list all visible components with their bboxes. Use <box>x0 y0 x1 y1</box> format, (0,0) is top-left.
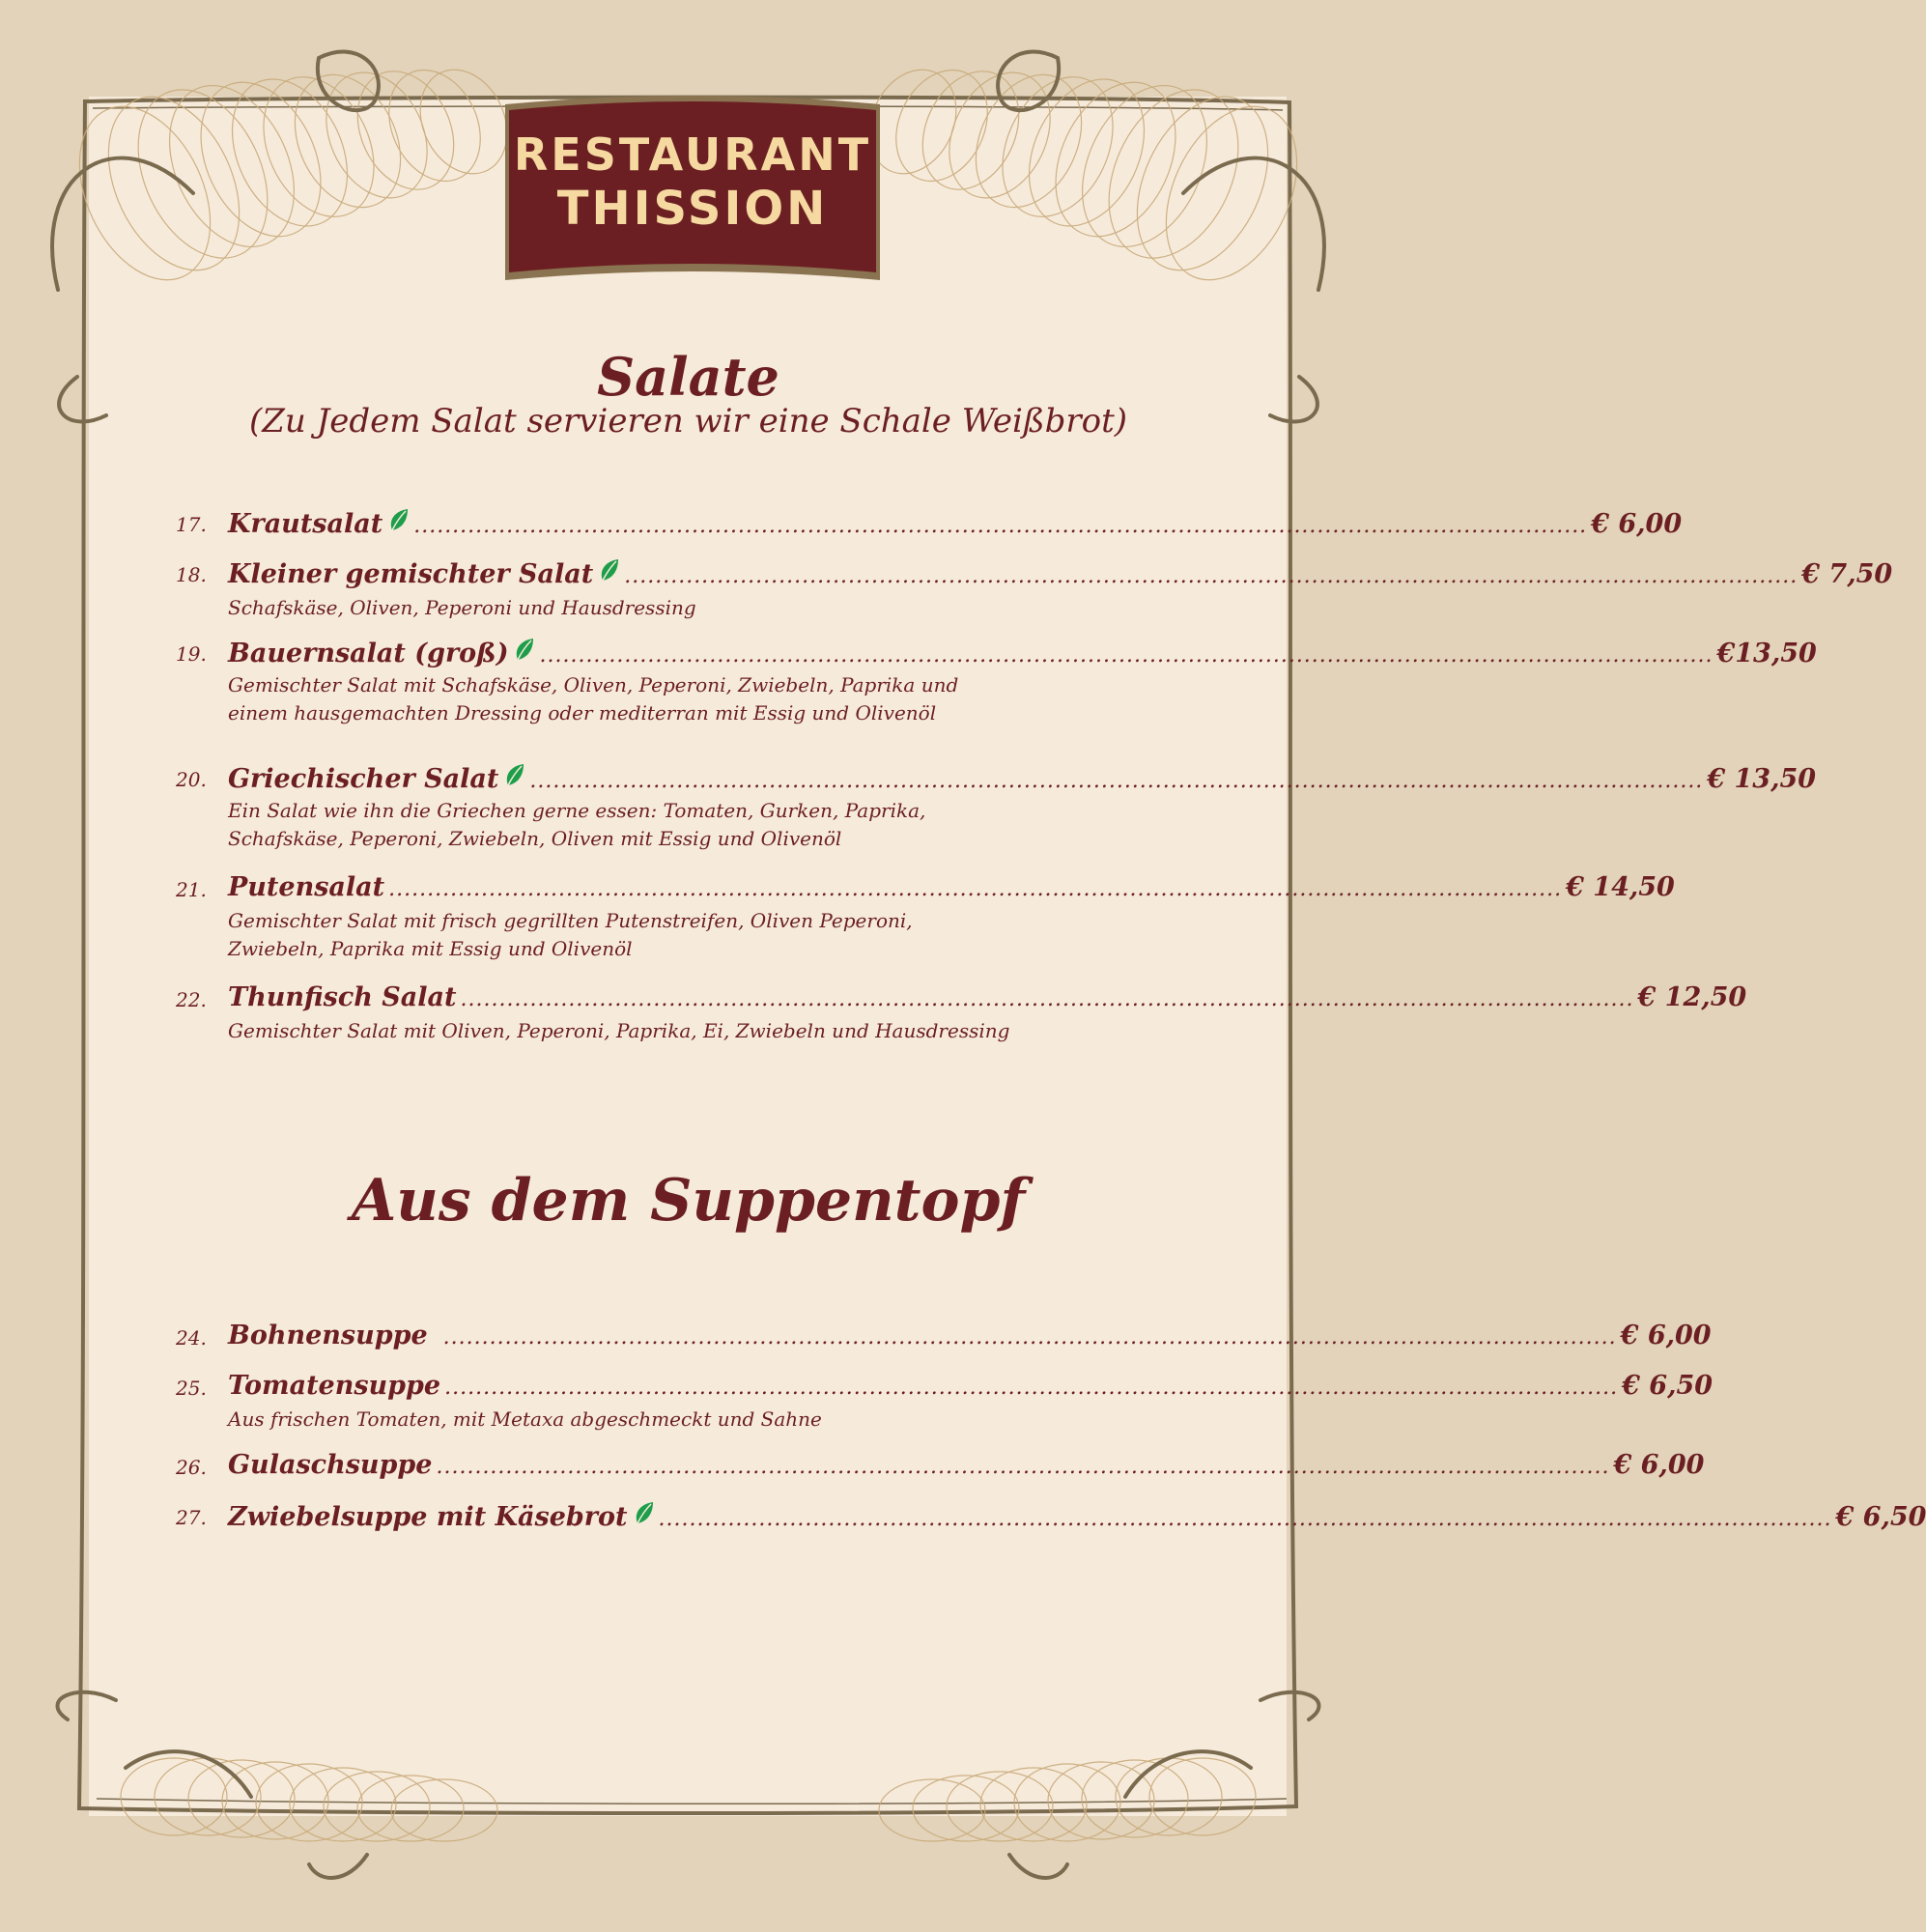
vegetarian-leaf-icon <box>599 557 620 582</box>
item-row <box>228 982 1747 1012</box>
item-number: 19. <box>176 642 207 666</box>
dot-leader: ........................................................................................................................................................ <box>658 1507 1832 1531</box>
dot-leader: ........................................................................................................................................................ <box>413 514 1588 538</box>
vegetarian-leaf-icon <box>504 762 525 787</box>
item-description-line: Gemischter Salat mit Oliven, Peperoni, Paprika, Ei, Zwiebeln und Hausdressing <box>228 1019 1010 1042</box>
item-name: Putensalat <box>228 872 385 902</box>
item-price: € 13,50 <box>1707 764 1817 794</box>
item-description <box>228 671 1097 727</box>
item-price: €13,50 <box>1716 639 1817 668</box>
item-description-line: Zwiebeln, Paprika mit Essig und Olivenöl <box>228 937 633 960</box>
item-row <box>228 1371 1714 1401</box>
item-number: 25. <box>176 1377 207 1400</box>
item-name: Krautsalat <box>228 509 383 539</box>
item-description <box>228 1017 1097 1045</box>
dot-leader: ........................................................................................................................................................ <box>529 769 1704 793</box>
item-name: Bohnensuppe <box>228 1321 428 1350</box>
item-price: € 7,50 <box>1801 559 1893 589</box>
item-price: € 6,50 <box>1835 1502 1926 1532</box>
item-description-line: Ein Salat wie ihn die Griechen gerne essen: Tomaten, Gurken, Paprika, <box>228 799 926 822</box>
item-row <box>228 1500 1926 1532</box>
item-number: 22. <box>176 988 207 1011</box>
section-title-salads: Salate <box>597 346 779 408</box>
item-price: € 14,50 <box>1566 872 1675 902</box>
item-row <box>228 1450 1705 1480</box>
item-name: Gulaschsuppe <box>228 1450 433 1480</box>
section-title-soups: Aus dem Suppentopf <box>351 1167 1026 1235</box>
restaurant-name <box>505 128 880 236</box>
item-description <box>228 594 1097 622</box>
item-name: Griechischer Salat <box>228 764 499 794</box>
item-description <box>228 1406 1097 1434</box>
item-price: € 6,50 <box>1622 1371 1714 1401</box>
restaurant-name-line2: THISSION <box>556 182 829 236</box>
item-number: 18. <box>176 563 207 586</box>
item-number: 20. <box>176 768 207 791</box>
dot-leader: ........................................................................................................................................................ <box>388 877 1563 901</box>
item-price: € 12,50 <box>1637 982 1747 1012</box>
dot-leader: ........................................................................................................................................................ <box>539 643 1714 668</box>
item-description-line: Schafskäse, Oliven, Peperoni und Hausdressing <box>228 596 696 619</box>
vegetarian-leaf-icon <box>634 1500 655 1525</box>
section-subtitle-salads: (Zu Jedem Salat servieren wir eine Schale Weißbrot) <box>248 402 1128 440</box>
item-price: € 6,00 <box>1591 509 1683 539</box>
item-row <box>228 872 1675 902</box>
item-row <box>228 507 1683 539</box>
dot-leader: ........................................................................................................................................................ <box>460 987 1634 1011</box>
item-row <box>228 1321 1712 1350</box>
item-description-line: Gemischter Salat mit Schafskäse, Oliven, Peperoni, Zwiebeln, Paprika und <box>228 673 959 696</box>
item-description <box>228 907 1097 963</box>
item-name: Bauernsalat (groß) <box>228 639 509 668</box>
item-description-line: Gemischter Salat mit frisch gegrillten Putenstreifen, Oliven Peperoni, <box>228 909 913 932</box>
item-description-line: Aus frischen Tomaten, mit Metaxa abgeschmeckt und Sahne <box>228 1407 822 1431</box>
item-row <box>228 637 1817 668</box>
vegetarian-leaf-icon <box>388 507 410 532</box>
dot-leader: ........................................................................................................................................................ <box>444 1376 1619 1400</box>
item-number: 21. <box>176 878 207 901</box>
item-description-line: einem hausgemachten Dressing oder mediterran mit Essig und Olivenöl <box>228 701 937 724</box>
item-description <box>228 797 1097 853</box>
item-name: Kleiner gemischter Salat <box>228 559 594 589</box>
item-row <box>228 762 1817 794</box>
item-number: 17. <box>176 513 207 536</box>
item-row <box>228 557 1893 589</box>
item-number: 24. <box>176 1326 207 1350</box>
dot-leader: ........................................................................................................................................................ <box>436 1455 1610 1479</box>
item-description-line: Schafskäse, Peperoni, Zwiebeln, Oliven mit Essig und Olivenöl <box>228 827 842 850</box>
dot-leader: ........................................................................................................................................................ <box>624 564 1799 588</box>
item-name: Thunfisch Salat <box>228 982 457 1012</box>
item-number: 27. <box>176 1506 207 1529</box>
vegetarian-leaf-icon <box>514 637 535 662</box>
item-number: 26. <box>176 1456 207 1479</box>
item-name: Zwiebelsuppe mit Käsebrot <box>228 1502 628 1532</box>
item-price: € 6,00 <box>1613 1450 1705 1480</box>
item-price: € 6,00 <box>1620 1321 1712 1350</box>
item-name: Tomatensuppe <box>228 1371 441 1401</box>
restaurant-name-line1: RESTAURANT <box>513 128 872 181</box>
dot-leader: ........................................................................................................................................................ <box>442 1325 1617 1350</box>
